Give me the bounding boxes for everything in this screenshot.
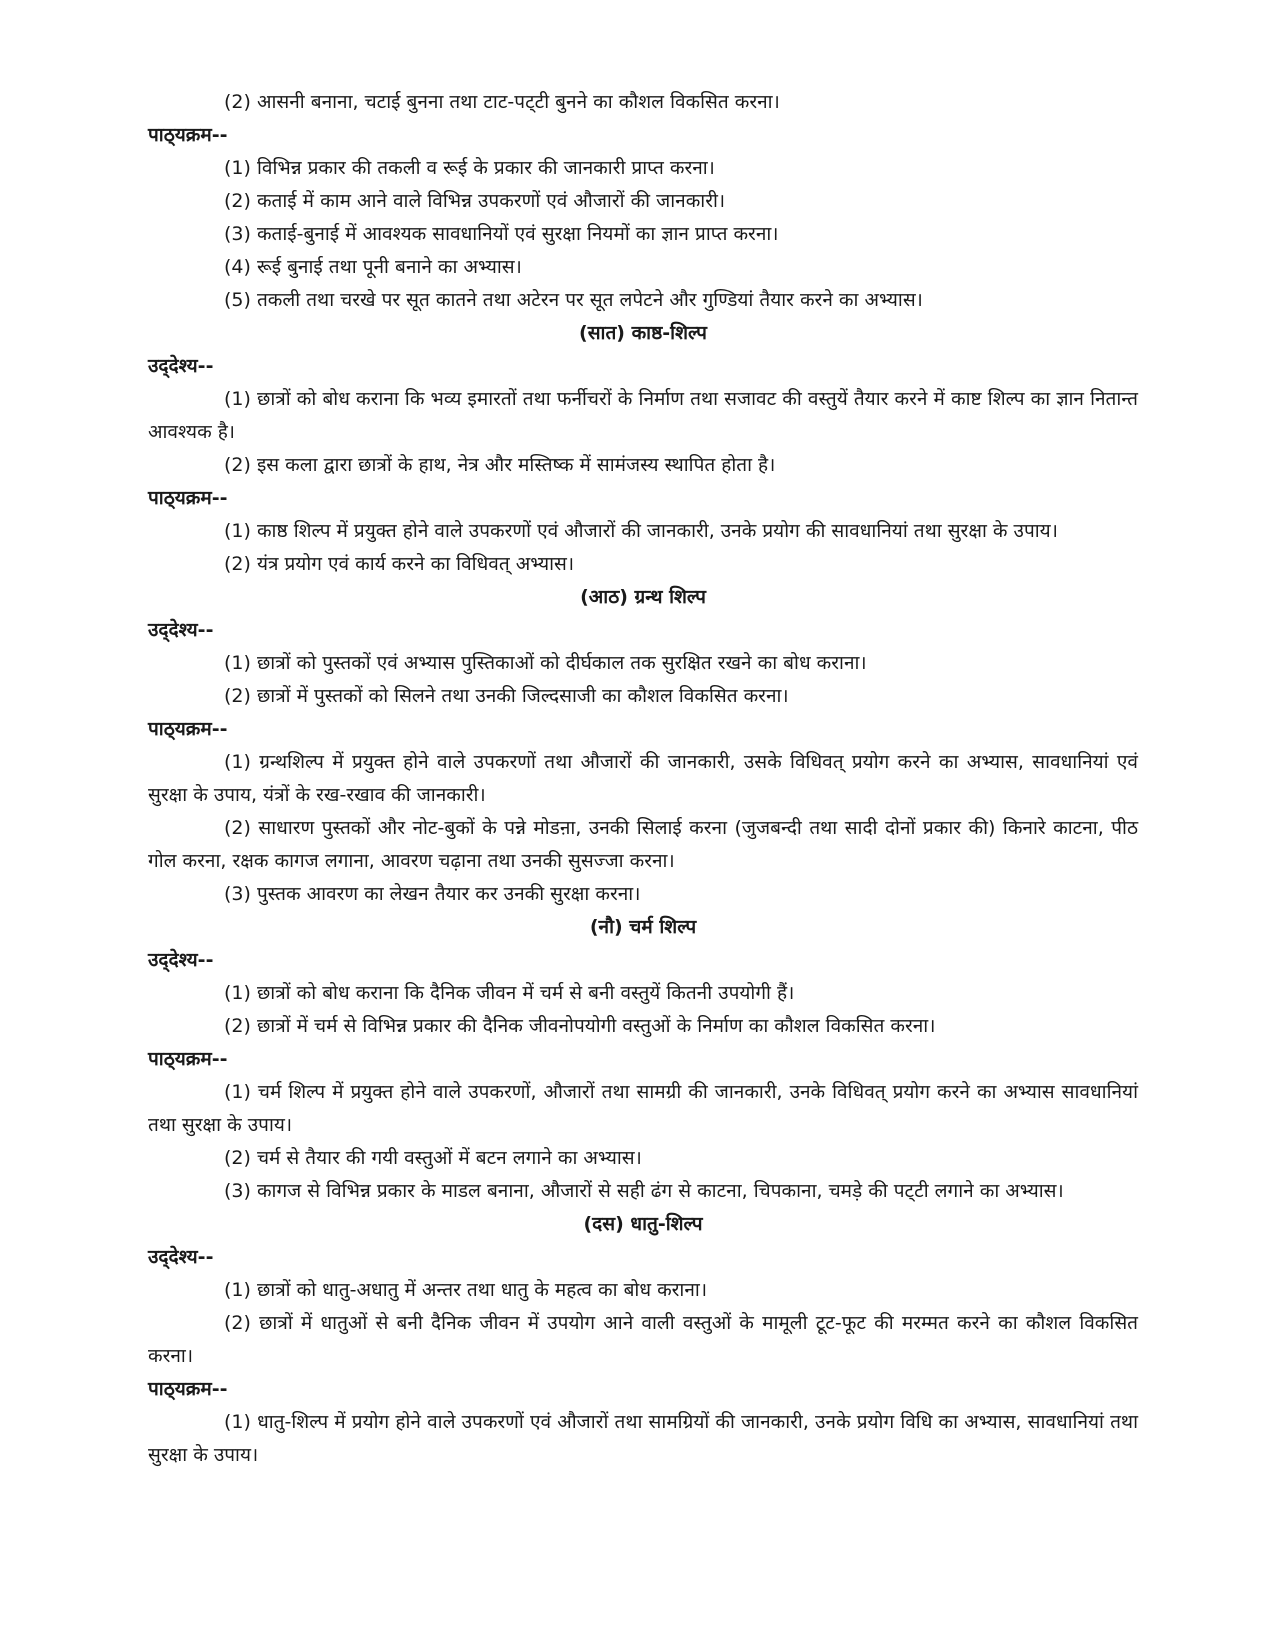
paragraph: (2) चर्म से तैयार की गयी वस्तुओं में बटन लगाने का अभ्यास। [224, 1147, 642, 1169]
section-label: पाठ्‌यक्रम-- [148, 1048, 228, 1070]
section-label: पाठ्‌यक्रम-- [148, 718, 228, 740]
paragraph: (3) कागज से विभिन्न प्रकार के माडल बनाना, औजारों से सही ढंग से काटना, चिपकाना, चमड़े की पट्‌टी लगाने का अभ्यास। [224, 1180, 1064, 1202]
paragraph: (2) कताई में काम आने वाले विभिन्न उपकरणों एवं औजारों की जानकारी। [224, 190, 726, 212]
section-label: पाठ्‌यक्रम-- [148, 1378, 228, 1400]
section-heading: (दस) धातु-शिल्प [583, 1213, 703, 1235]
paragraph: (1) ग्रन्थशिल्प में प्रयुक्त होने वाले उपकरणों तथा औजारों की जानकारी, उसके विधिवत्‌ प्रयोग करने का अभ्यास, सावधानियां एवं सुरक्षा के उपाय, यंत्रों के रख-रखाव की जानकारी। [148, 751, 1138, 806]
section-label: उद्‌देश्य-- [148, 355, 214, 377]
section-label: पाठ्‌यक्रम-- [148, 487, 228, 509]
paragraph: (4) रूई बुनाई तथा पूनी बनाने का अभ्यास। [224, 256, 522, 278]
section-label: उद्‌देश्य-- [148, 619, 214, 641]
paragraph: (2) छात्रों में पुस्तकों को सिलने तथा उनकी जिल्दसाजी का कौशल विकसित करना। [224, 685, 789, 707]
paragraph: (1) विभिन्न प्रकार की तकली व रूई के प्रकार की जानकारी प्राप्त करना। [224, 157, 715, 179]
paragraph: (1) छात्रों को पुस्तकों एवं अभ्यास पुस्तिकाओं को दीर्घकाल तक सुरक्षित रखने का बोध कराना। [224, 652, 867, 674]
paragraph: (1) छात्रों को बोध कराना कि दैनिक जीवन में चर्म से बनी वस्तुयें कितनी उपयोगी हैं। [224, 982, 795, 1004]
paragraph: (2) छात्रों में धातुओं से बनी दैनिक जीवन में उपयोग आने वाली वस्तुओं के मामूली टूट-फूट की मरम्मत करने का कौशल विकसित करना। [148, 1312, 1138, 1367]
section-label: पाठ्‌यक्रम-- [148, 124, 228, 146]
section-label: उद्‌देश्य-- [148, 949, 214, 971]
paragraph: (3) पुस्तक आवरण का लेखन तैयार कर उनकी सुरक्षा करना। [224, 883, 641, 905]
paragraph: (2) यंत्र प्रयोग एवं कार्य करने का विधिवत्‌ अभ्यास। [224, 553, 575, 575]
paragraph: (1) छात्रों को धातु-अधातु में अन्तर तथा धातु के महत्व का बोध कराना। [224, 1279, 708, 1301]
paragraph: (2) आसनी बनाना, चटाई बुनना तथा टाट-पट्‌टी बुनने का कौशल विकसित करना। [224, 91, 780, 113]
paragraph: (5) तकली तथा चरखे पर सूत कातने तथा अटेरन पर सूत लपेटने और गुण्डियां तैयार करने का अभ्यास। [224, 289, 923, 311]
section-heading: (नौ) चर्म शिल्प [589, 916, 697, 938]
section-heading: (आठ) ग्रन्थ शिल्प [580, 586, 706, 608]
document-page [148, 86, 1138, 1472]
paragraph: (2) साधारण पुस्तकों और नोट-बुकों के पन्ने मोडऩा, उनकी सिलाई करना (जुजबन्दी तथा सादी दोनों प्रकार की) किनारे काटना, पीठ गोल करना, रक्षक कागज लगाना, आवरण चढ़ाना तथा उनकी सुसज्जा करना। [148, 817, 1138, 872]
section-label: उद्‌देश्य-- [148, 1246, 214, 1268]
paragraph: (2) इस कला द्वारा छात्रों के हाथ, नेत्र और मस्तिष्क में सामंजस्य स्थापित होता है। [224, 454, 776, 476]
paragraph: (1) धातु-शिल्प में प्रयोग होने वाले उपकरणों एवं औजारों तथा सामग्रियों की जानकारी, उनके प्रयोग विधि का अभ्यास, सावधानियां तथा सुरक्षा के उपाय। [148, 1411, 1138, 1466]
paragraph: (2) छात्रों में चर्म से विभिन्न प्रकार की दैनिक जीवनोपयोगी वस्तुओं के निर्माण का कौशल विकसित करना। [224, 1015, 936, 1037]
section-heading: (सात) काष्ठ-शिल्प [579, 322, 707, 344]
paragraph: (1) छात्रों को बोध कराना कि भव्य इमारतों तथा फर्नीचरों के निर्माण तथा सजावट की वस्तुयें तैयार करने में काष्ट शिल्प का ज्ञान नितान्त आवश्यक है। [148, 388, 1138, 443]
paragraph: (1) काष्ठ शिल्प में प्रयुक्त होने वाले उपकरणों एवं औजारों की जानकारी, उनके प्रयोग की सावधानियां तथा सुरक्षा के उपाय। [224, 520, 1058, 542]
paragraph: (3) कताई-बुनाई में आवश्यक सावधानियों एवं सुरक्षा नियमों का ज्ञान प्राप्त करना। [224, 223, 779, 245]
paragraph: (1) चर्म शिल्प में प्रयुक्त होने वाले उपकरणों, औजारों तथा सामग्री की जानकारी, उनके विधिवत्‌ प्रयोग करने का अभ्यास सावधानियां तथा सुरक्षा के उपाय। [148, 1081, 1138, 1136]
